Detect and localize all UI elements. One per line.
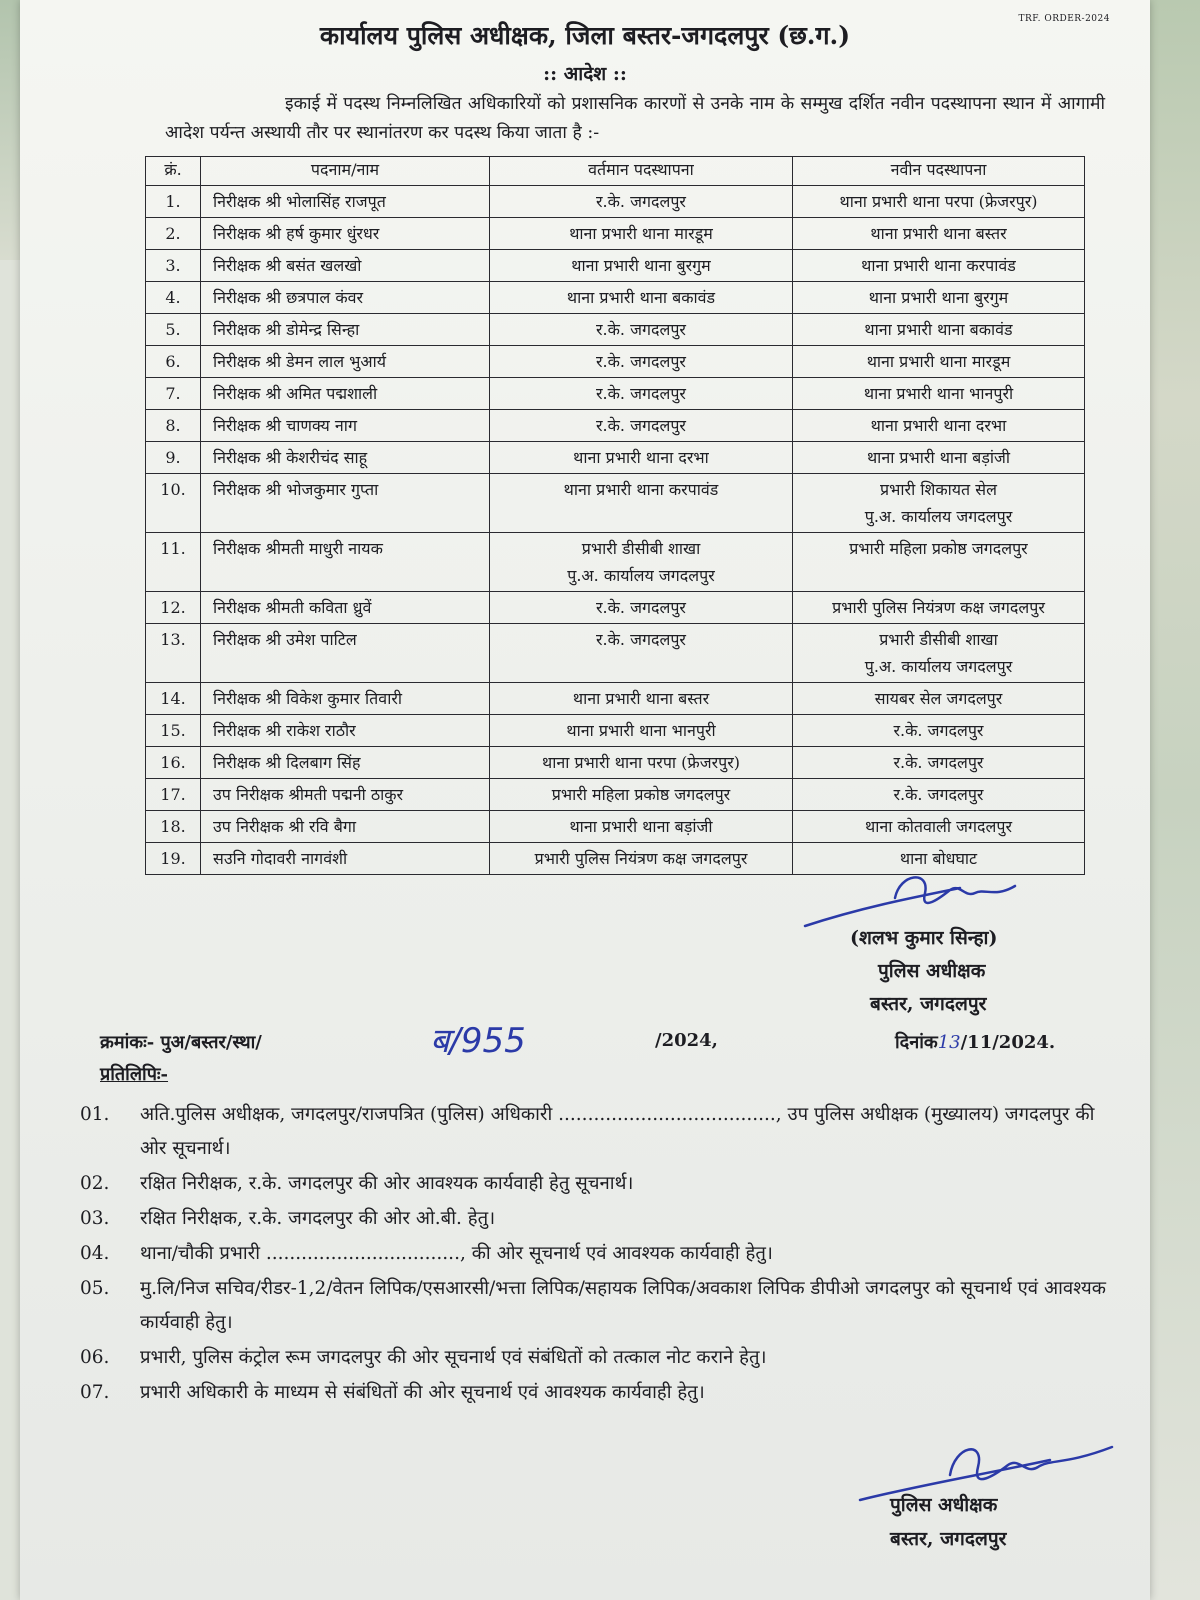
officer-name-cell: निरीक्षक श्री चाणक्य नाग [201, 410, 490, 442]
new-posting-cell [793, 683, 1085, 715]
officer-name-cell: निरीक्षक श्री हर्ष कुमार धुंरधर [201, 218, 490, 250]
current-posting-cell [490, 218, 793, 250]
office-title: कार्यालय पुलिस अधीक्षक, जिला बस्तर-जगदलपुर (छ.ग.) [319, 21, 851, 50]
new-posting-cell [793, 624, 1085, 683]
serial-cell: 13. [146, 624, 201, 683]
copy-item-text: अति.पुलिस अधीक्षक, जगदलपुर/राजपत्रित (पुलिस) अधिकारी ....................................., उप पुलिस अधीक्षक (मुख्यालय) जगदलपुर की ओर सूचनार्थ। [140, 1104, 1095, 1159]
new-posting-cell [793, 218, 1085, 250]
officer-name-cell: निरीक्षक श्री डेमन लाल भुआर्य [201, 346, 490, 378]
footer-designation: पुलिस अधीक्षक [890, 1494, 998, 1516]
copy-item [80, 1376, 1120, 1410]
new-posting-line: प्रभारी डीसीबी शाखा [879, 630, 998, 649]
signer-location: बस्तर, जगदलपुर [870, 993, 987, 1015]
serial-cell: 6. [146, 346, 201, 378]
serial-cell: 9. [146, 442, 201, 474]
copy-item-number: 01. [80, 1104, 110, 1125]
current-posting-cell [490, 282, 793, 314]
copy-item-number: 07. [80, 1382, 110, 1403]
officer-name-cell: निरीक्षक श्री उमेश पाटिल [201, 624, 490, 683]
current-posting-cell [490, 592, 793, 624]
new-posting-cell [793, 186, 1085, 218]
current-posting-line: र.के. जगदलपुर [596, 598, 686, 617]
copy-item-text: रक्षित निरीक्षक, र.के. जगदलपुर की ओर ओ.बी. हेतु। [140, 1208, 496, 1229]
new-posting-line: र.के. जगदलपुर [893, 753, 984, 772]
serial-cell: 7. [146, 378, 201, 410]
current-posting-cell [490, 410, 793, 442]
officer-name-cell: निरीक्षक श्री विकेश कुमार तिवारी [201, 683, 490, 715]
signer-name: (शलभ कुमार सिन्हा) [850, 927, 998, 949]
copy-item [80, 1098, 1120, 1166]
serial-cell: 10. [146, 474, 201, 533]
officer-name-cell: निरीक्षक श्री भोजकुमार गुप्ता [201, 474, 490, 533]
serial-cell: 3. [146, 250, 201, 282]
new-posting-line: थाना प्रभारी थाना परपा (फ्रेजरपुर) [839, 192, 1038, 211]
current-posting-line: र.के. जगदलपुर [596, 352, 686, 371]
current-posting-cell [490, 186, 793, 218]
current-posting-cell [490, 811, 793, 843]
current-posting-line: र.के. जगदलपुर [596, 630, 686, 649]
current-posting-cell [490, 715, 793, 747]
new-posting-cell [793, 378, 1085, 410]
table-row [146, 747, 1085, 779]
copy-item-text: मु.लि/निज सचिव/रीडर-1,2/वेतन लिपिक/एसआरसी/भत्ता लिपिक/सहायक लिपिक/अवकाश लिपिक डीपीओ जगदलपुर को सूचनार्थ एवं आवश्यक कार्यवाही हेतु। [140, 1278, 1106, 1333]
column-header-new-posting: नवीन पदस्थापना [793, 157, 1085, 186]
serial-cell: 14. [146, 683, 201, 715]
new-posting-line: प्रभारी पुलिस नियंत्रण कक्ष जगदलपुर [832, 598, 1045, 617]
current-posting-line: प्रभारी पुलिस नियंत्रण कक्ष जगदलपुर [534, 849, 748, 868]
new-posting-cell [793, 779, 1085, 811]
table-row [146, 314, 1085, 346]
table-row [146, 811, 1085, 843]
current-posting-line: थाना प्रभारी थाना करपावंड [563, 480, 719, 499]
copies-heading: प्रतिलिपिः- [100, 1064, 169, 1085]
table-row [146, 715, 1085, 747]
reference-number-handwritten: ब/955 [430, 1021, 526, 1061]
current-posting-cell [490, 474, 793, 533]
new-posting-cell [793, 282, 1085, 314]
current-posting-cell [490, 683, 793, 715]
copy-item [80, 1167, 1120, 1201]
table-body [146, 186, 1085, 875]
new-posting-line: थाना प्रभारी थाना बुरगुम [868, 288, 1009, 307]
officer-name-cell: निरीक्षक श्री बसंत खलखो [201, 250, 490, 282]
reference-label: क्रमांकः- पुअ/बस्तर/स्था/ [100, 1032, 262, 1053]
new-posting-cell [793, 533, 1085, 592]
copy-item-text: रक्षित निरीक्षक, र.के. जगदलपुर की ओर आवश्यक कार्यवाही हेतु सूचनार्थ। [140, 1173, 634, 1194]
serial-cell: 15. [146, 715, 201, 747]
table-row [146, 592, 1085, 624]
footer-signature-block [890, 1488, 1006, 1556]
table-row [146, 474, 1085, 533]
copy-item-number: 03. [80, 1208, 110, 1229]
serial-cell: 1. [146, 186, 201, 218]
current-posting-line: र.के. जगदलपुर [596, 384, 686, 403]
order-document [20, 0, 1150, 1600]
officer-name-cell: निरीक्षक श्री केशरीचंद साहू [201, 442, 490, 474]
serial-cell: 2. [146, 218, 201, 250]
copy-item [80, 1202, 1120, 1236]
new-posting-line: र.के. जगदलपुर [893, 721, 984, 740]
new-posting-line: पु.अ. कार्यालय जगदलपुर [864, 507, 1013, 526]
current-posting-cell [490, 779, 793, 811]
new-posting-line: प्रभारी शिकायत सेल [880, 480, 997, 499]
current-posting-cell [490, 442, 793, 474]
serial-cell: 18. [146, 811, 201, 843]
new-posting-line: थाना बोधघाट [899, 849, 978, 868]
order-intro: इकाई में पदस्थ निम्नलिखित अधिकारियों को प्रशासनिक कारणों से उनके नाम के सम्मुख दर्शित नवीन पदस्थापना स्थान में आगामी आदेश पर्यन्त अस्थायी तौर पर स्थानांतरण कर पदस्थ किया जाता है :- [165, 94, 1105, 143]
copy-item [80, 1341, 1120, 1375]
new-posting-cell [793, 715, 1085, 747]
new-posting-line: थाना प्रभारी थाना दरभा [870, 416, 1007, 435]
officer-name-cell: निरीक्षक श्री अमित पद्मशाली [201, 378, 490, 410]
table-row [146, 624, 1085, 683]
officer-name-cell: निरीक्षक श्री डोमेन्द्र सिन्हा [201, 314, 490, 346]
new-posting-line: थाना प्रभारी थाना बड़ांजी [866, 448, 1011, 467]
copy-item-number: 04. [80, 1243, 110, 1264]
officer-name-cell: निरीक्षक श्रीमती माधुरी नायक [201, 533, 490, 592]
table-row [146, 218, 1085, 250]
serial-cell: 19. [146, 843, 201, 875]
current-posting-line: थाना प्रभारी थाना बस्तर [572, 689, 710, 708]
date-rest: /11/2024. [960, 1032, 1056, 1053]
date-day-handwritten: 13 [937, 1032, 961, 1053]
current-posting-line: थाना प्रभारी थाना बुरगुम [571, 256, 711, 275]
reference-date [895, 1030, 1055, 1054]
officer-name-cell: निरीक्षक श्री राकेश राठौर [201, 715, 490, 747]
new-posting-line: र.के. जगदलपुर [893, 785, 984, 804]
new-posting-cell [793, 314, 1085, 346]
new-posting-line: पु.अ. कार्यालय जगदलपुर [864, 657, 1013, 676]
signature-block [850, 922, 997, 1021]
new-posting-cell [793, 474, 1085, 533]
column-header-serial: क्रं. [146, 157, 201, 186]
current-posting-line: थाना प्रभारी थाना मारडूम [569, 224, 713, 243]
current-posting-line: र.के. जगदलपुर [596, 320, 686, 339]
table-row [146, 442, 1085, 474]
table-row [146, 186, 1085, 218]
table-row [146, 282, 1085, 314]
reference-year: /2024, [655, 1030, 718, 1051]
officer-name-cell: सउनि गोदावरी नागवंशी [201, 843, 490, 875]
serial-cell: 16. [146, 747, 201, 779]
copy-item-number: 02. [80, 1173, 110, 1194]
officer-name-cell: निरीक्षक श्री छत्रपाल कंवर [201, 282, 490, 314]
new-posting-line: प्रभारी महिला प्रकोष्ठ जगदलपुर [849, 539, 1028, 558]
current-posting-line: थाना प्रभारी थाना भानपुरी [566, 721, 716, 740]
officer-name-cell: निरीक्षक श्री भोलासिंह राजपूत [201, 186, 490, 218]
table-row [146, 779, 1085, 811]
current-posting-cell [490, 250, 793, 282]
transfer-table [145, 156, 1085, 875]
copy-item-number: 05. [80, 1278, 110, 1299]
current-posting-line: प्रभारी डीसीबी शाखा [581, 539, 701, 558]
table-row [146, 378, 1085, 410]
current-posting-line: र.के. जगदलपुर [596, 192, 686, 211]
footer-location: बस्तर, जगदलपुर [890, 1528, 1007, 1550]
current-posting-cell [490, 843, 793, 875]
serial-cell: 4. [146, 282, 201, 314]
current-posting-cell [490, 747, 793, 779]
current-posting-cell [490, 533, 793, 592]
current-posting-cell [490, 378, 793, 410]
officer-name-cell: निरीक्षक श्री दिलबाग सिंह [201, 747, 490, 779]
current-posting-line: थाना प्रभारी थाना परपा (फ्रेजरपुर) [541, 753, 741, 772]
copy-item-text: थाना/चौकी प्रभारी ................................., की ओर सूचनार्थ एवं आवश्यक कार्यवाही हेतु। [140, 1243, 773, 1264]
copy-item [80, 1272, 1120, 1340]
serial-cell: 12. [146, 592, 201, 624]
new-posting-line: थाना प्रभारी थाना करपावंड [861, 256, 1016, 275]
current-posting-cell [490, 624, 793, 683]
table-row [146, 346, 1085, 378]
column-header-name: पदनाम/नाम [201, 157, 490, 186]
serial-cell: 5. [146, 314, 201, 346]
serial-cell: 17. [146, 779, 201, 811]
current-posting-line: र.के. जगदलपुर [596, 416, 686, 435]
table-row [146, 683, 1085, 715]
copy-item-text: प्रभारी, पुलिस कंट्रोल रूम जगदलपुर की ओर सूचनार्थ एवं संबंधितों को तत्काल नोट कराने हेतु। [140, 1347, 767, 1368]
copy-item [80, 1237, 1120, 1271]
new-posting-line: थाना प्रभारी थाना भानपुरी [863, 384, 1014, 403]
copy-item-text: प्रभारी अधिकारी के माध्यम से संबंधितों की ओर सूचनार्थ एवं आवश्यक कार्यवाही हेतु। [140, 1382, 705, 1403]
new-posting-line: सायबर सेल जगदलपुर [874, 689, 1003, 708]
table-row [146, 410, 1085, 442]
date-label: दिनांक [895, 1032, 938, 1053]
order-heading: :: आदेश :: [543, 63, 627, 85]
new-posting-line: थाना कोतवाली जगदलपुर [864, 817, 1012, 836]
new-posting-cell [793, 811, 1085, 843]
signer-designation: पुलिस अधीक्षक [878, 960, 986, 982]
table-row [146, 533, 1085, 592]
current-posting-line: थाना प्रभारी थाना दरभा [573, 448, 709, 467]
current-posting-line: प्रभारी महिला प्रकोष्ठ जगदलपुर [551, 785, 731, 804]
new-posting-line: थाना प्रभारी थाना बस्तर [870, 224, 1007, 243]
new-posting-cell [793, 442, 1085, 474]
serial-cell: 11. [146, 533, 201, 592]
officer-name-cell: उप निरीक्षक श्री रवि बैगा [201, 811, 490, 843]
new-posting-cell [793, 592, 1085, 624]
table-row [146, 250, 1085, 282]
copies-list [80, 1098, 1120, 1411]
new-posting-cell [793, 250, 1085, 282]
officer-name-cell: उप निरीक्षक श्रीमती पद्मनी ठाकुर [201, 779, 490, 811]
order-code: TRF. ORDER-2024 [1018, 14, 1110, 24]
current-posting-line: थाना प्रभारी थाना बकावंड [566, 288, 716, 307]
copy-item-number: 06. [80, 1347, 110, 1368]
current-posting-cell [490, 314, 793, 346]
current-posting-line: पु.अ. कार्यालय जगदलपुर [567, 566, 715, 585]
current-posting-line: थाना प्रभारी थाना बड़ांजी [569, 817, 713, 836]
new-posting-cell [793, 346, 1085, 378]
column-header-current-posting: वर्तमान पदस्थापना [490, 157, 793, 186]
serial-cell: 8. [146, 410, 201, 442]
new-posting-line: थाना प्रभारी थाना मारडूम [866, 352, 1011, 371]
officer-name-cell: निरीक्षक श्रीमती कविता ध्रुवें [201, 592, 490, 624]
new-posting-cell [793, 747, 1085, 779]
new-posting-line: थाना प्रभारी थाना बकावंड [864, 320, 1013, 339]
new-posting-cell [793, 410, 1085, 442]
table-header-row [146, 157, 1085, 186]
current-posting-cell [490, 346, 793, 378]
